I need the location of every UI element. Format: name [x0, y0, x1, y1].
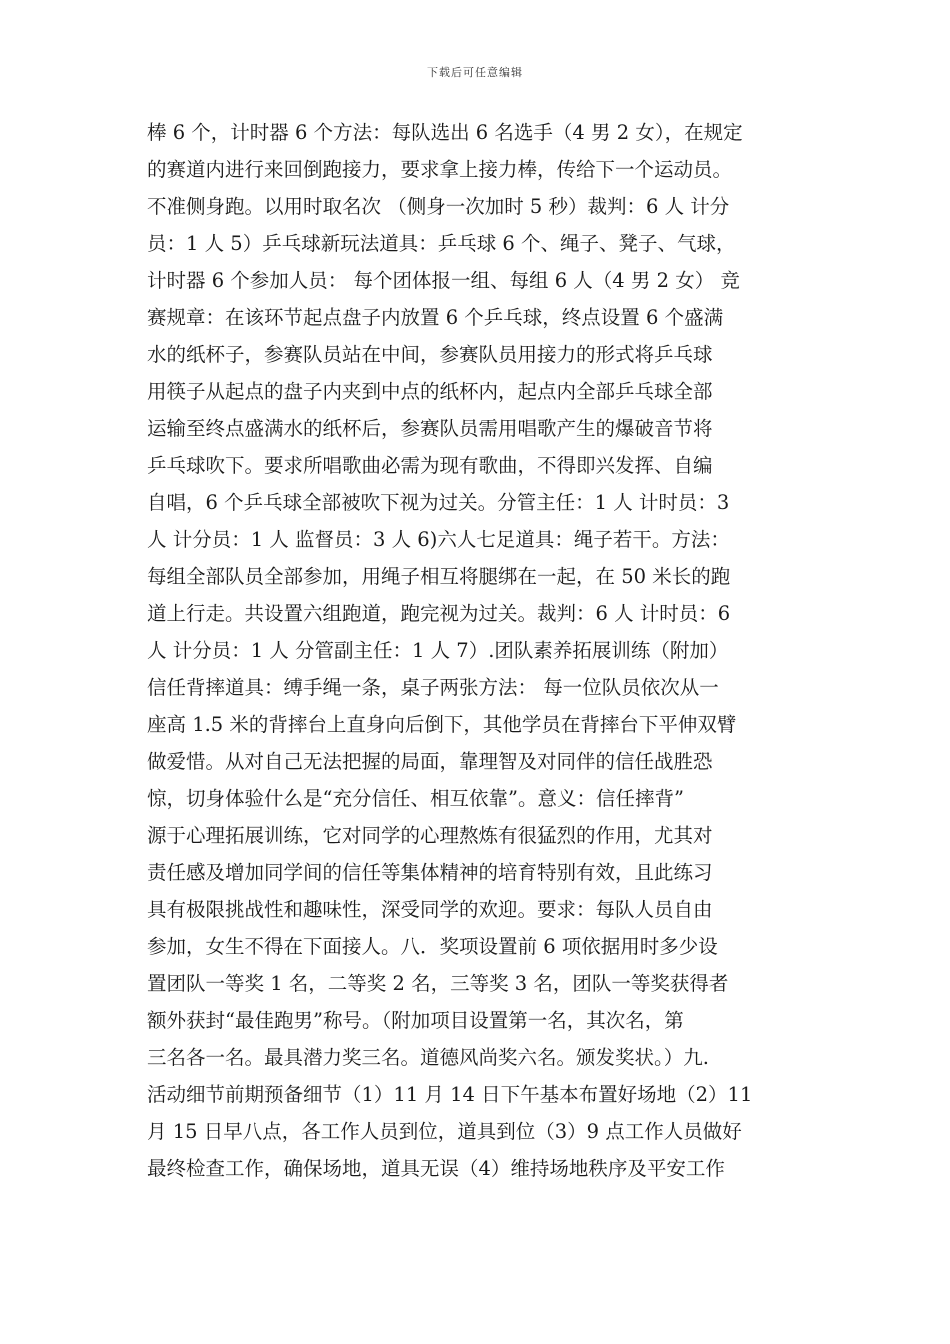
text-line: 做爱惜。从对自己无法把握的局面，靠理智及对同伴的信任战胜恐	[147, 750, 713, 773]
text-line: 乒乓球吹下。要求所唱歌曲必需为现有歌曲，不得即兴发挥、自编	[147, 454, 713, 477]
document-body	[147, 114, 817, 1187]
text-line: 人 计分员：1 人 监督员：3 人 6)六人七足道具：绳子若干。方法：	[147, 528, 730, 551]
text-line: 员：1 人 5）乒乓球新玩法道具：乒乓球 6 个、绳子、凳子、气球，	[147, 232, 736, 255]
text-line: 活动细节前期预备细节（1）11 月 14 日下午基本布置好场地（2）11	[147, 1083, 753, 1106]
text-line: 水的纸杯子，参赛队员站在中间，参赛队员用接力的形式将乒乓球	[147, 343, 713, 366]
text-line: 赛规章：在该环节起点盘子内放置 6 个乒乓球，终点设置 6 个盛满	[147, 306, 724, 329]
text-line: 的赛道内进行来回倒跑接力，要求拿上接力棒，传给下一个运动员。	[147, 158, 733, 181]
text-line: 具有极限挑战性和趣味性，深受同学的欢迎。要求：每队人员自由	[147, 898, 713, 921]
text-line: 最终检查工作，确保场地，道具无误（4）维持场地秩序及平安工作	[147, 1157, 725, 1180]
text-line: 不准侧身跑。以用时取名次 （侧身一次加时 5 秒）裁判：6 人 计分	[147, 195, 730, 218]
text-line: 额外获封“最佳跑男”称号。（附加项目设置第一名，其次名，第	[147, 1009, 684, 1032]
text-line: 参加，女生不得在下面接人。八．奖项设置前 6 项依据用时多少设	[147, 935, 718, 958]
text-line: 自唱，6 个乒乓球全部被吹下视为过关。分管主任：1 人 计时员：3	[147, 491, 730, 514]
text-line: 月 15 日早八点，各工作人员到位，道具到位（3）9 点工作人员做好	[147, 1120, 742, 1143]
text-line: 棒 6 个，计时器 6 个方法：每队选出 6 名选手（4 男 2 女），在规定	[147, 121, 743, 144]
text-line: 置团队一等奖 1 名，二等奖 2 名，三等奖 3 名，团队一等奖获得者	[147, 972, 729, 995]
text-line: 运输至终点盛满水的纸杯后，参赛队员需用唱歌产生的爆破音节将	[147, 417, 713, 440]
page-header: 下载后可任意编辑	[427, 66, 523, 79]
text-line: 人 计分员：1 人 分管副主任：1 人 7）.团队素养拓展训练（附加）	[147, 639, 729, 662]
text-line: 计时器 6 个参加人员： 每个团体报一组、每组 6 人（4 男 2 女） 竞	[147, 269, 740, 292]
text-line: 信任背摔道具：缚手绳一条，桌子两张方法： 每一位队员依次从一	[147, 676, 719, 699]
text-line: 座高 1.5 米的背摔台上直身向后倒下，其他学员在背摔台下平伸双臂	[147, 713, 737, 736]
text-line: 责任感及增加同学间的信任等集体精神的培育特别有效，且此练习	[147, 861, 713, 884]
text-line: 每组全部队员全部参加，用绳子相互将腿绑在一起，在 50 米长的跑	[147, 565, 731, 588]
text-line: 源于心理拓展训练，它对同学的心理熬炼有很猛烈的作用，尤其对	[147, 824, 713, 847]
text-line: 用筷子从起点的盘子内夹到中点的纸杯内，起点内全部乒乓球全部	[147, 380, 713, 403]
text-line: 道上行走。共设置六组跑道，跑完视为过关。裁判：6 人 计时员：6	[147, 602, 731, 625]
text-line: 惊，切身体验什么是“充分信任、相互依靠”。意义：信任摔背”	[147, 787, 684, 810]
text-line: 三名各一名。最具潜力奖三名。道德风尚奖六名。颁发奖状。）九.	[147, 1046, 709, 1069]
